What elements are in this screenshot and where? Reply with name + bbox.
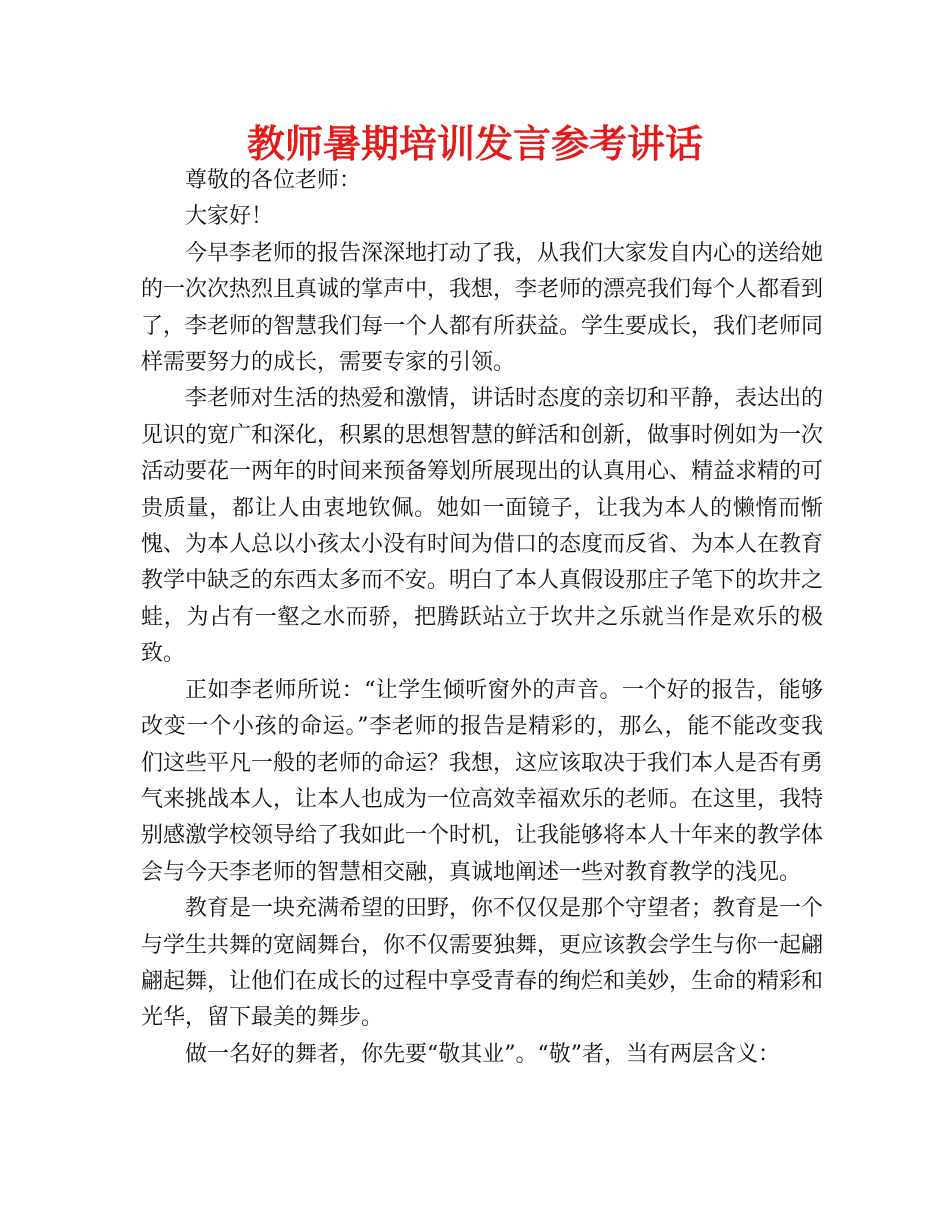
greeting: 大家好！ [185, 204, 274, 230]
paragraph: 做一名好的舞者，你先要“敬其业”。“敬”者，当有两层含义： [185, 1041, 780, 1067]
document-title: 教师暑期培训发言参考讲话 [246, 122, 703, 166]
paragraph: 教育是一块充满希望的田野，你不仅仅是那个守望者；教育是一个与学生共舞的宽阔舞台，你不仅需要独舞，更应该教会学生与你一起翩翩起舞，让他们在成长的过程中享受青春的绚烂和美妙，生命的精彩和光华，留下最美的舞步。 [141, 896, 824, 1031]
paragraph: 李老师对生活的热爱和激情，讲话时态度的亲切和平静，表达出的见识的宽广和深化，积累的思想智慧的鲜活和创新，做事时例如为一次活动要花一两年的时间来预备筹划所展现出的认真用心、精益求精的可贵质量，都让人由衷地钦佩。她如一面镜子，让我为本人的懒惰而惭愧、为本人总以小孩太小没有时间为借口的态度而反省、为本人在教育教学中缺乏的东西太多而不安。明白了本人真假设那庄子笔下的坎井之蛙，为占有一壑之水而骄，把腾跃站立于坎井之乐就当作是欢乐的极致。 [141, 386, 824, 667]
document-body [141, 163, 823, 1073]
paragraph: 正如李老师所说：“让学生倾听窗外的声音。一个好的报告，能够改变一个小孩的命运。”李老师的报告是精彩的，那么，能不能改变我们这些平凡一般的老师的命运？我想，这应该取决于我们本人是否有勇气来挑战本人，让本人也成为一位高效幸福欢乐的老师。在这里，我特别感激学校领导给了我如此一个时机，让我能够将本人十年来的教学体会与今天李老师的智慧相交融，真诚地阐述一些对教育教学的浅见。 [141, 677, 824, 885]
salutation: 尊敬的各位老师： [185, 168, 362, 193]
paragraph: 今早李老师的报告深深地打动了我，从我们大家发自内心的送给她的一次次热烈且真诚的掌声中，我想，李老师的漂亮我们每个人都看到了，李老师的智慧我们每一个人都有所获益。学生要成长，我们老师同样需要努力的成长，需要专家的引领。 [141, 240, 824, 376]
